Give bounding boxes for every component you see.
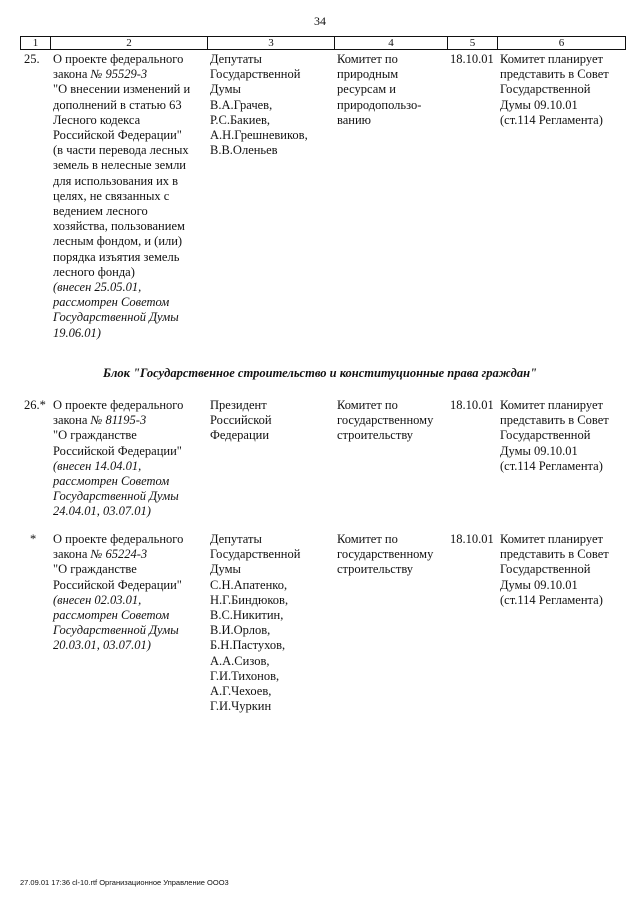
document-footer: 27.09.01 17:36 cl-10.rtf Организационное Управление ООО3 [20, 878, 229, 887]
bill-status-note: (внесен 02.03.01, рассмотрен Советом Государственной Думы 20.03.01, 03.07.01) [53, 592, 179, 653]
column-header-4: 4 [335, 37, 448, 49]
bill-status-note: (внесен 14.04.01, рассмотрен Советом Государственной Думы 24.04.01, 03.07.01) [53, 458, 179, 519]
page-number: 34 [314, 14, 326, 28]
committee-plan: Комитет планирует представить в Совет Государственной Думы 09.10.01 (ст.114 Регламента) [500, 532, 609, 607]
consideration-date: 18.10.01 [450, 532, 494, 546]
bill-status-note: (внесен 25.05.01, рассмотрен Советом Государственной Думы 19.06.01) [53, 280, 179, 340]
bill-authors: Депутаты Государственной Думы В.А.Грачев, Р.С.Бакиев, А.Н.Грешневиков, В.В.Оленьев [210, 52, 308, 158]
bill-title: "О гражданстве Российской Федерации" [53, 562, 182, 592]
column-header-row [20, 36, 626, 50]
bill-title: "О внесении изменений и дополнений в статью 63 Лесного кодекса Российской Федерации" (в части перевода лесных земель в нелесные земли для использования их в целях, не связанных с ведением лесного хозяйства, пользованием лесным фондом, и (или) порядка изъятия земель лесного фонда) [53, 82, 191, 279]
bill-registration-number: № 81195-3 [90, 413, 147, 428]
row-number: 26.* [24, 398, 46, 412]
bill-registration-number: № 95529-3 [90, 67, 148, 82]
row-number: * [30, 532, 37, 546]
committee-plan: Комитет планирует представить в Совет Государственной Думы 09.10.01 (ст.114 Регламента) [500, 52, 609, 127]
bill-registration-number: № 65224-3 [90, 547, 148, 562]
responsible-committee: Комитет по государственному строительству [337, 532, 434, 577]
section-block-title: Блок "Государственное строительство и конституционные права граждан" [103, 366, 537, 380]
column-header-5: 5 [448, 37, 498, 49]
bill-intro: О проекте федерального закона [53, 532, 184, 562]
bill-intro: О проекте федерального закона [53, 398, 184, 428]
bill-description [53, 52, 203, 341]
column-header-1: 1 [21, 37, 51, 49]
bill-title: "О гражданстве Российской Федерации" [53, 428, 182, 458]
bill-description [53, 398, 203, 520]
consideration-date: 18.10.01 [450, 398, 494, 412]
consideration-date: 18.10.01 [450, 52, 494, 66]
committee-plan: Комитет планирует представить в Совет Государственной Думы 09.10.01 (ст.114 Регламента) [500, 398, 609, 473]
column-header-2: 2 [51, 37, 208, 49]
bill-authors: Депутаты Государственной Думы С.Н.Апатенко, Н.Г.Биндюков, В.С.Никитин, В.И.Орлов, Б.Н.Пастухов, А.А.Сизов, Г.И.Тихонов, А.Г.Чехоев, Г.И.Чуркин [210, 532, 301, 714]
bill-intro: О проекте федерального закона [53, 52, 184, 82]
column-header-3: 3 [208, 37, 335, 49]
column-header-6: 6 [558, 37, 565, 49]
bill-authors: Президент Российской Федерации [210, 398, 272, 443]
row-number: 25. [24, 52, 40, 66]
bill-description [53, 532, 203, 654]
responsible-committee: Комитет по природным ресурсам и природопользо- ванию [337, 52, 422, 127]
responsible-committee: Комитет по государственному строительству [337, 398, 434, 443]
